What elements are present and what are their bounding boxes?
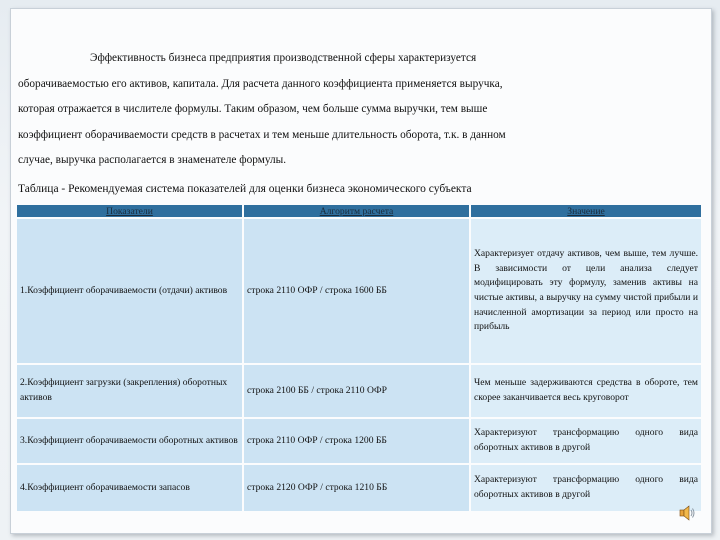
intro-line-5: случае, выручка располагается в знаменателе формулы.: [18, 154, 287, 166]
meaning-cell: Характеризуют трансформацию одного вида оборотных активов в другой: [471, 465, 701, 511]
meaning-cell: Характеризует отдачу активов, чем выше, тем лучше. В зависимости от цели анализа следует модифицировать эту формулу, заменив активы на чистые активы, а выручку на сумму чистой прибыли и начисленной амортизации за период или просто на прибыль: [471, 219, 701, 363]
indicator-cell: 3.Коэффициент оборачиваемости оборотных активов: [17, 419, 242, 463]
intro-line-3: которая отражается в числителе формулы. Таким образом, чем больше сумма выручки, тем выше: [18, 103, 488, 115]
indicator-cell: 2.Коэффициент загрузки (закрепления) оборотных активов: [17, 365, 242, 417]
table-row: [17, 219, 701, 363]
intro-line-4: коэффициент оборачиваемости средств в расчетах и тем меньше длительность оборота, т.к. в данном: [18, 128, 506, 141]
formula-cell: строка 2120 ОФР / строка 1210 ББ: [244, 465, 469, 511]
meaning-cell: Характеризуют трансформацию одного вида оборотных активов в другой: [471, 419, 701, 463]
header-indicators: Показатели: [17, 205, 242, 217]
meaning-cell: Чем меньше задерживаются средства в обороте, тем скорее заканчивается весь круговорот: [471, 365, 701, 417]
formula-cell: строка 2110 ОФР / строка 1600 ББ: [244, 219, 469, 363]
speaker-icon[interactable]: [678, 504, 696, 522]
table-row: [17, 365, 701, 417]
formula-cell: строка 2100 ББ / строка 2110 ОФР: [244, 365, 469, 417]
intro-paragraph: [18, 46, 686, 174]
table-row: [17, 419, 701, 463]
indicator-cell: 4.Коэффициент оборачиваемости запасов: [17, 465, 242, 511]
table-header-row: [17, 205, 701, 217]
indicators-table: [15, 203, 703, 513]
formula-cell: строка 2110 ОФР / строка 1200 ББ: [244, 419, 469, 463]
header-algorithm: Алгоритм расчета: [244, 205, 469, 217]
table-row: [17, 465, 701, 511]
header-value: Значение: [471, 205, 701, 217]
intro-line-1: Эффективность бизнеса предприятия производственной сферы характеризуется: [90, 52, 477, 64]
table-caption: Таблица - Рекомендуемая система показателей для оценки бизнеса экономического субъекта: [18, 183, 472, 195]
indicator-cell: 1.Коэффициент оборачиваемости (отдачи) активов: [17, 219, 242, 363]
intro-line-2: оборачиваемостью его активов, капитала. Для расчета данного коэффициента применяется выручка,: [18, 77, 503, 90]
